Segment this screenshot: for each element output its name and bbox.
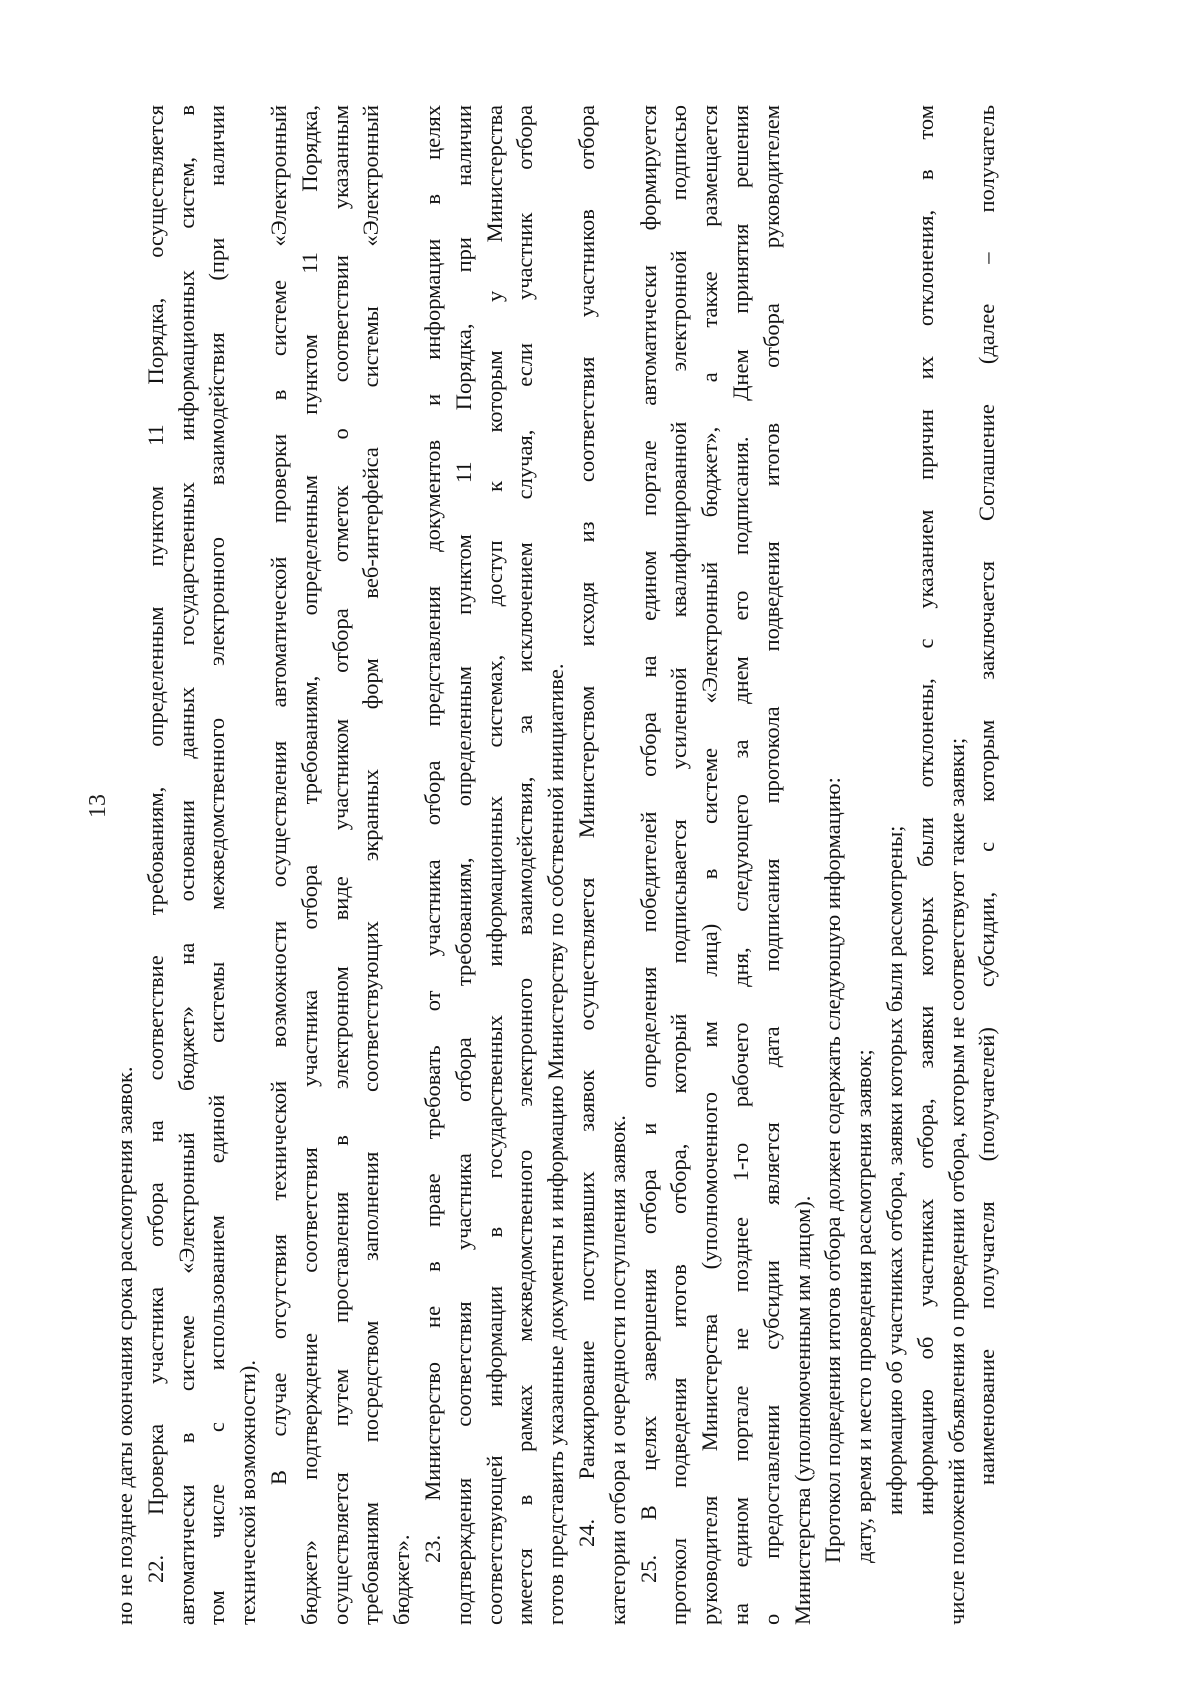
text-line: требованиям посредством заполнения соответствующих экранных форм веб-интерфейса системы «Электронный xyxy=(358,105,384,1625)
text-line: руководителя Министерства (уполномоченного им лица) в системе «Электронный бюджет», а также размещается xyxy=(697,105,723,1625)
text-line: 24. Ранжирование поступивших заявок осуществляется Министерством исходя из соответствия участников отбора xyxy=(573,105,599,1547)
text-line: дату, время и место проведения рассмотрения заявок; xyxy=(851,1049,877,1563)
text-line: готов представить указанные документы и информацию Министерству по собственной инициативе. xyxy=(543,663,569,1625)
text-line: В случае отсутствия технической возможности осуществления автоматической проверки в системе «Электронный xyxy=(265,105,291,1485)
document-body xyxy=(110,105,1003,1625)
text-line: технической возможности). xyxy=(235,1359,261,1625)
text-line: Министерства (уполномоченным им лицом). xyxy=(789,1195,815,1625)
text-line: осуществляется путем проставления в электронном виде участником отбора отметок о соответствии указанным xyxy=(327,105,353,1625)
text-line: 25. В целях завершения отбора и определения победителей отбора на едином портале автоматически формируется xyxy=(635,105,661,1583)
text-line: подтверждения соответствия участника отбора требованиям, определенным пунктом 11 Порядка, при наличии xyxy=(450,105,476,1625)
text-line: автоматически в системе «Электронный бюджет» на основании данных государственных информационных систем, в xyxy=(173,105,199,1625)
text-line: но не позднее даты окончания срока рассмотрения заявок. xyxy=(112,1066,137,1625)
text-line: Протокол подведения итогов отбора должен содержать следующую информацию: xyxy=(820,777,846,1563)
text-line: информацию об участниках отбора, заявки которых были отклонены, с указанием причин их отклонения, в том xyxy=(912,105,938,1515)
page-number: 13 xyxy=(85,794,111,818)
text-line: 23. Министерство не в праве требовать от участника отбора представления документов и информации в целях xyxy=(419,105,445,1563)
text-line: бюджет». xyxy=(389,1534,415,1625)
text-line: соответствующей информации в государственных информационных системах, доступ к которым у Министерства xyxy=(481,105,507,1625)
text-line: наименование получателя (получателей) субсидии, с которым заключается Соглашение (далее – получатель xyxy=(974,105,1000,1485)
text-line: информацию об участниках отбора, заявки которых были рассмотрены; xyxy=(881,825,907,1515)
text-line: о предоставлении субсидии является дата подписания протокола подведения итогов отбора руководителем xyxy=(758,105,784,1625)
text-line: числе положений объявления о проведении отбора, которым не соответствуют такие заявки; xyxy=(943,737,969,1625)
text-line: имеется в рамках межведомственного электронного взаимодействия, за исключением случая, если участник отбора xyxy=(512,105,538,1625)
text-line: бюджет» подтверждение соответствия участника отбора требованиям, определенным пунктом 11 Порядка, xyxy=(296,105,322,1625)
text-line: 22. Проверка участника отбора на соответствие требованиям, определенным пунктом 11 Порядка, осуществляется xyxy=(142,105,168,1583)
text-line: том числе с использованием единой системы межведомственного электронного взаимодействия (при наличии xyxy=(204,105,230,1625)
text-line: категории отбора и очередности поступления заявок. xyxy=(604,1115,630,1625)
text-line: протокол подведения итогов отбора, который подписывается усиленной квалифицированной электронной подписью xyxy=(666,105,692,1625)
text-line: на едином портале не позднее 1-го рабочего дня, следующего за днем его подписания. Днем принятия решения xyxy=(727,105,753,1625)
